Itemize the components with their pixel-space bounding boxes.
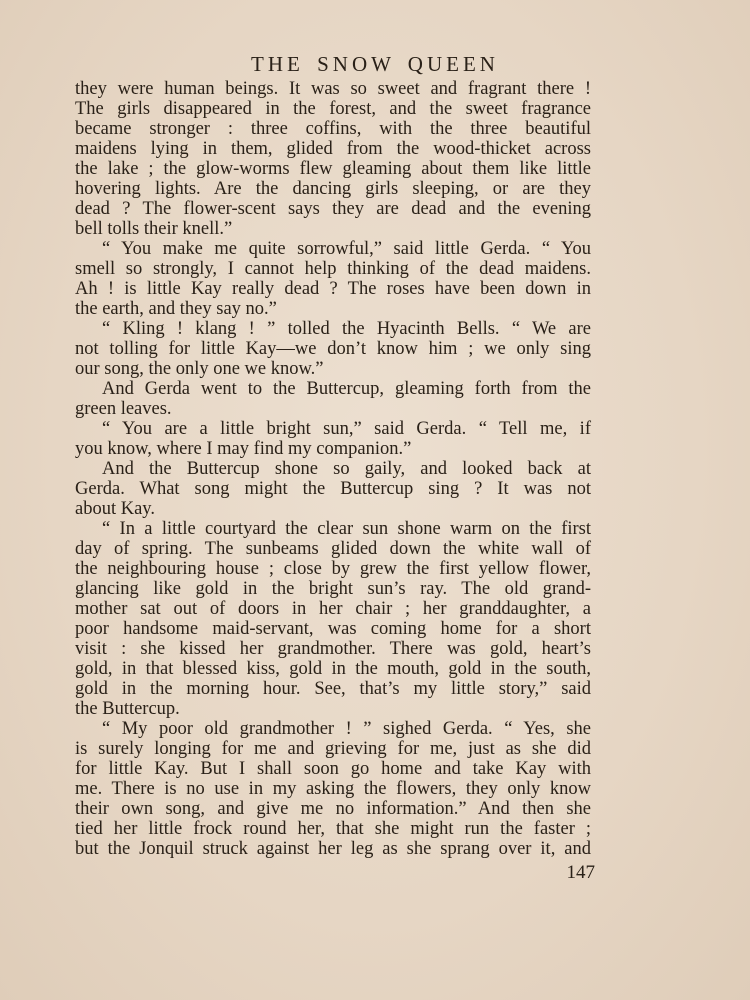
text-line: “ In a little courtyard the clear sun shone warm on the first <box>102 519 591 539</box>
text-line: they were human beings. It was so sweet and fragrant there ! <box>75 79 591 99</box>
text-line: the Buttercup. <box>75 699 180 719</box>
text-line: became stronger : three coffins, with the three beautiful <box>75 119 591 139</box>
text-line: “ You are a little bright sun,” said Gerda. “ Tell me, if <box>102 419 591 439</box>
text-line: the earth, and they say no.” <box>75 299 277 319</box>
text-line: “ Kling ! klang ! ” tolled the Hyacinth Bells. “ We are <box>102 319 591 339</box>
text-line: maidens lying in them, glided from the wood-thicket across <box>75 139 591 159</box>
text-line: mother sat out of doors in her chair ; her granddaughter, a <box>75 599 591 619</box>
body-text <box>75 79 591 859</box>
text-line: you know, where I may find my companion.” <box>75 439 412 459</box>
text-line: me. There is no use in my asking the flowers, they only know <box>75 779 591 799</box>
text-line: not tolling for little Kay—we don’t know him ; we only sing <box>75 339 591 359</box>
text-line: the lake ; the glow-worms flew gleaming about them like little <box>75 159 591 179</box>
text-line: is surely longing for me and grieving for me, just as she did <box>75 739 591 759</box>
text-line: The girls disappeared in the forest, and the sweet fragrance <box>75 99 591 119</box>
text-line: hovering lights. Are the dancing girls sleeping, or are they <box>75 179 591 199</box>
text-line: And the Buttercup shone so gaily, and looked back at <box>102 459 591 479</box>
text-line: for little Kay. But I shall soon go home and take Kay with <box>75 759 591 779</box>
text-line: visit : she kissed her grandmother. There was gold, heart’s <box>75 639 591 659</box>
text-line: day of spring. The sunbeams glided down the white wall of <box>75 539 591 559</box>
text-line: about Kay. <box>75 499 155 519</box>
text-line: their own song, and give me no information.” And then she <box>75 799 591 819</box>
running-head: THE SNOW QUEEN <box>251 52 499 76</box>
text-line: but the Jonquil struck against her leg as she sprang over it, and <box>75 839 591 859</box>
text-line: “ You make me quite sorrowful,” said little Gerda. “ You <box>102 239 591 259</box>
text-line: our song, the only one we know.” <box>75 359 324 379</box>
text-line: Ah ! is little Kay really dead ? The roses have been down in <box>75 279 591 299</box>
text-line: gold, in that blessed kiss, gold in the mouth, gold in the south, <box>75 659 591 679</box>
text-line: the neighbouring house ; close by grew the first yellow flower, <box>75 559 591 579</box>
text-line: dead ? The flower-scent says they are dead and the evening <box>75 199 591 219</box>
text-line: bell tolls their knell.” <box>75 219 233 239</box>
text-line: And Gerda went to the Buttercup, gleaming forth from the <box>102 379 591 399</box>
text-line: tied her little frock round her, that she might run the faster ; <box>75 819 591 839</box>
page-number: 147 <box>566 862 595 883</box>
text-line: glancing like gold in the bright sun’s ray. The old grand- <box>75 579 591 599</box>
text-line: smell so strongly, I cannot help thinking of the dead maidens. <box>75 259 591 279</box>
text-line: Gerda. What song might the Buttercup sing ? It was not <box>75 479 591 499</box>
text-line: “ My poor old grandmother ! ” sighed Gerda. “ Yes, she <box>102 719 591 739</box>
text-line: green leaves. <box>75 399 172 419</box>
text-line: poor handsome maid-servant, was coming home for a short <box>75 619 591 639</box>
text-line: gold in the morning hour. See, that’s my little story,” said <box>75 679 591 699</box>
